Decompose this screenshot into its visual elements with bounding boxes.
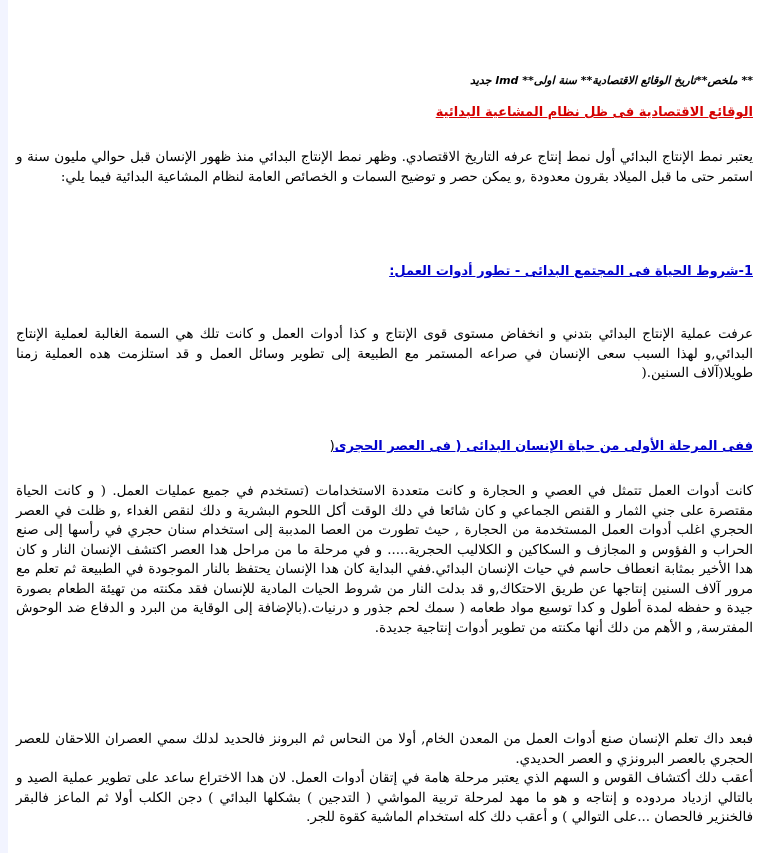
section2-text: كانت أدوات العمل تتمثل في العصي و الحجارة و كانت متعددة الاستخدامات (تستخدم في جميع عمليات العمل. ( و كانت الحياة مقتصرة على جني الثمار و القنص الجماعي و كان شائعا في دلك الوقت أكل اللحوم البشرية و دلك لنقص الغداء ,و ظلت في العصر الحجري اغلب أدوات العمل المستخدمة من الحجارة , حيث تطورت من العصا المدببة إلى استخدام سنان حجري في رأسها إلى صنع الحراب و الفؤوس و المجازف و السكاكين و الكلاليب الحجرية..... و في مرحلة ما من مراحل هدا العصر اكتشف الإنسان النار و كان هدا الأخير بمثابة انعطاف حاسم في حيات الإنسان البدائي.ففي البداية كان هدا الإنسان يحتفظ بالنار الموجودة في الطبيعة ثم تعلم مع مرور آلاف السنين إنتاجها عن طريق الاحتكاك,و قد بدلت النار من شروط الحيات المادية للإنسان فقد مكنته من تهيئة الطعام بصورة جيدة و حفظه لمدة أطول و كدا توسيع مواد طعامه ( سمك لحم جذور و درنيات.(بالإضافة إلى الوقاية من البرد و الدفاع ضد الوحوش المفترسة, و الأهم من دلك أنها مكنته من تطوير أدوات إنتاجية جديدة. <box>16 484 753 636</box>
section2-heading-paren: ( <box>329 439 335 454</box>
section3-line2: أعقب دلك أكتشاف القوس و السهم الذي يعتبر مرحلة هامة في إتقان أدوات العمل. لان هدا الاختراع ساعد على تطوير عملية الصيد و بالتالي ازدياد مردوده و إنتاجه و هو ما مهد لمرحلة تربية المواشي ( التدجين ) بشكلها البدائي ) دجن الكلب أولا ثم الماعز فالبقر فالخنزير فالحصان ...على التوالي ) و أعقب دلك كله استخدام الماشية كقوة للجر. <box>16 771 753 825</box>
section1-heading: 1-شروط الحياة فى المجتمع البدائى - تطور أدوات العمل: <box>389 264 753 279</box>
section2-heading-text: ففى المرحلة الأولى من حياة الإنسان البدائى ( فى العصر الحجرى <box>334 439 753 454</box>
intro-text: يعتبر نمط الإنتاج البدائي أول نمط إنتاج عرفه التاريخ الاقتصادي. وظهر نمط الإنتاج البدائي منذ ظهور الإنسان قبل حوالي مليون سنة و استمر حتى ما قبل الميلاد بقرون معدودة ,و يمكن حصر و توضيح السمات و الخصائص العامة لنظام المشاعية البدائية فيما يلي: <box>16 150 753 185</box>
main-heading: الوقائع الاقتصادية فى ظل نظام المشاعية البدائية <box>435 105 753 120</box>
section1-text: عرفت عملية الإنتاج البدائي بتدني و انخفاض مستوى قوى الإنتاج و كذا أدوات العمل و كانت تلك هي السمة الغالبة لعملية الإنتاج البدائي,و لهذا السبب سعى الإنسان في صراعه المستمر مع الطبيعة إلى تطوير وسائل العمل و قد استلزمت هده العملية زمنا طويلا(آلاف السنين.( <box>16 327 753 381</box>
document-subtitle: ** ملخص**تاريخ الوقائع الاقتصادية** سنة اولى** lmd جديد <box>470 74 753 87</box>
section3-line1: فبعد داك تعلم الإنسان صنع أدوات العمل من المعدن الخام, أولا من النحاس ثم البرونز فالحديد لدلك سمي العصران اللاحقان للعصر الحجري بالعصر البرونزي و العصر الحديدي. <box>16 732 753 767</box>
section2-heading <box>16 438 753 456</box>
section3-paragraph <box>16 730 753 828</box>
section1-paragraph <box>16 325 753 384</box>
section2-paragraph <box>16 482 753 638</box>
intro-paragraph <box>16 148 753 187</box>
